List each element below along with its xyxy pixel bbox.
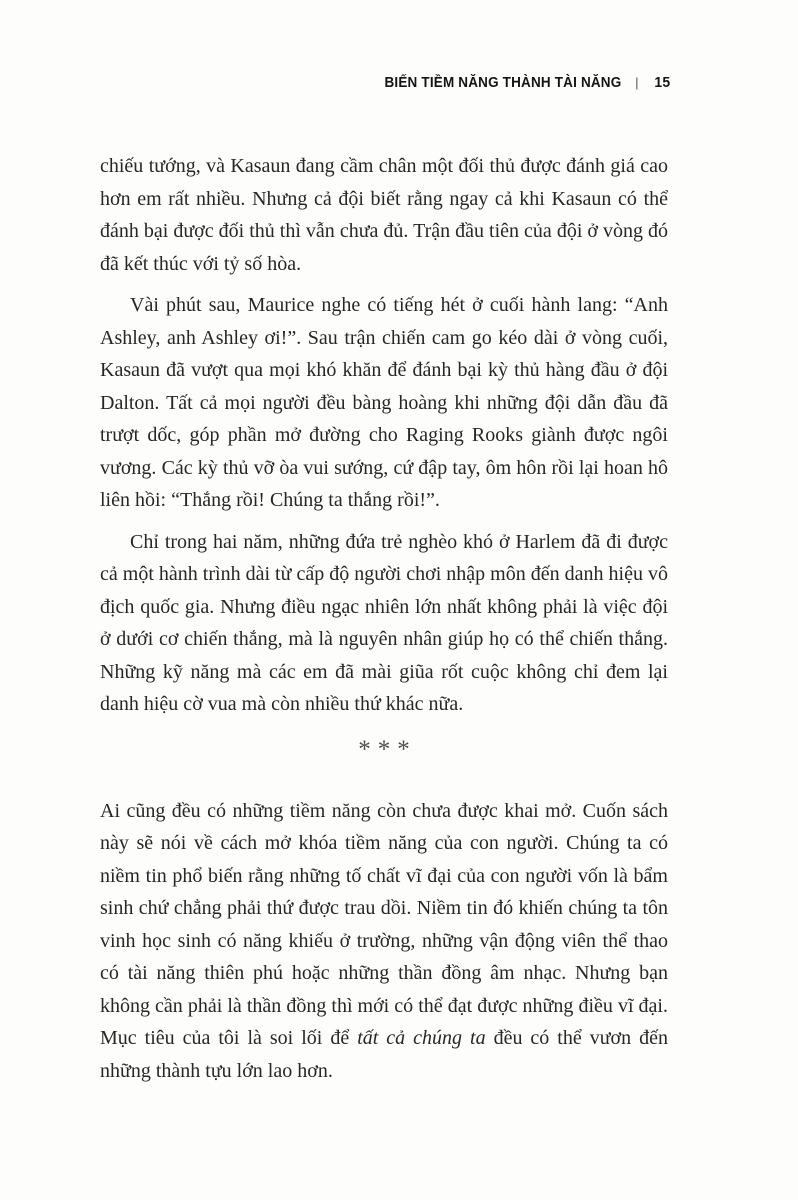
final-paragraph-text-end: đều có thể vươn đến những thành tựu lớn lao hơn. xyxy=(100,1027,668,1082)
asterisk-separator: *** xyxy=(358,735,417,763)
paragraph-2: Vài phút sau, Maurice nghe có tiếng hét ở cuối hành lang: “Anh Ashley, anh Ashley ơi!”. Sau trận chiến cam go kéo dài ở vòng cuối, Kasaun đã vượt qua mọi khó khăn để đánh bại kỳ thủ hàng đầu ở đội Dalton. Tất cả mọi người đều bàng hoàng khi những đội dẫn đầu đã trượt dốc, góp phần mở đường cho Raging Rooks giành được ngôi vương. Các kỳ thủ vỡ òa vui sướng, cứ đập tay, ôm hôn rồi lại hoan hô liên hồi: “Thắng rồi! Chúng ta thắng rồi!”. xyxy=(100,294,668,511)
paragraph-4 xyxy=(100,795,668,1088)
body-text xyxy=(100,150,668,1096)
page-number: 15 xyxy=(654,74,670,91)
italic-phrase: tất cả chúng ta xyxy=(357,1027,486,1049)
running-head-title: BIẾN TIỀM NĂNG THÀNH TÀI NĂNG xyxy=(384,75,622,91)
paragraph-1: chiếu tướng, và Kasaun đang cầm chân một đối thủ được đánh giá cao hơn em rất nhiều. Nhưng cả đội biết rằng ngay cả khi Kasaun có thể đánh bại được đối thủ thì vẫn chưa đủ. Trận đầu tiên của đội ở vòng đó đã kết thúc với tỷ số hòa. xyxy=(100,155,668,275)
section-separator xyxy=(100,735,668,765)
page-header xyxy=(384,74,670,91)
final-paragraph-text-start: Ai cũng đều có những tiềm năng còn chưa được khai mở. Cuốn sách này sẽ nói về cách mở khóa tiềm năng của con người. Chúng ta có niềm tin phổ biến rằng những tố chất vĩ đại của con người vốn là bẩm sinh chứ chẳng phải thứ được trau dồi. Niềm tin đó khiến chúng ta tôn vinh học sinh có năng khiếu ở trường, những vận động viên thể thao có tài năng thiên phú hoặc những thần đồng âm nhạc. Nhưng bạn không cần phải là thần đồng thì mới có thể đạt được những điều vĩ đại. Mục tiêu của tôi là soi lối để xyxy=(100,799,668,1049)
paragraph-3: Chỉ trong hai năm, những đứa trẻ nghèo khó ở Harlem đã đi được cả một hành trình dài từ cấp độ người chơi nhập môn đến danh hiệu vô địch quốc gia. Nhưng điều ngạc nhiên lớn nhất không phải là việc đội ở dưới cơ chiến thắng, mà là nguyên nhân giúp họ có thể chiến thắng. Những kỹ năng mà các em đã mài giũa rốt cuộc không chỉ đem lại danh hiệu cờ vua mà còn nhiều thứ khác nữa. xyxy=(100,530,668,715)
header-divider: | xyxy=(635,76,639,90)
